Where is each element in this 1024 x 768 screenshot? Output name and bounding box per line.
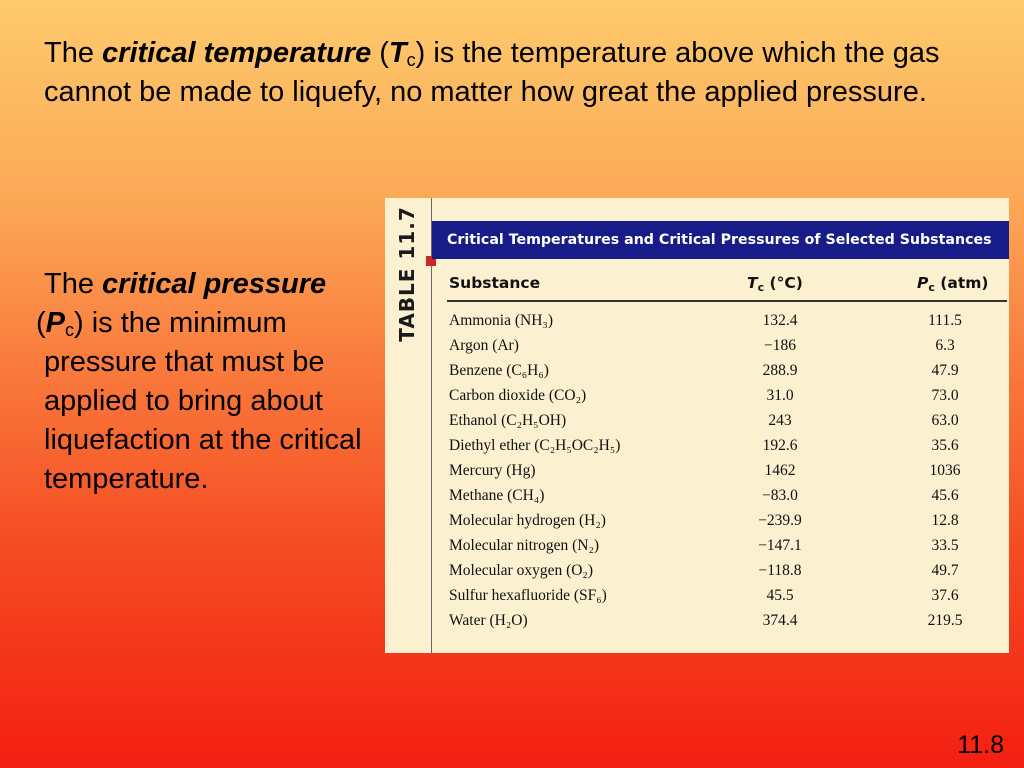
para2-rest: ) is the minimum pressure that must be applied to bring about liquefaction at the critical temperature. — [44, 307, 362, 495]
critical-temperature-definition — [44, 34, 1004, 112]
slide-number: 11.8 — [957, 731, 1004, 759]
cell-substance: Argon (Ar) — [449, 337, 519, 354]
cell-tc: 45.5 — [766, 587, 794, 604]
cell-tc: 132.4 — [762, 312, 798, 329]
para1-rest: ) is the temperature above which the gas cannot be made to liquefy, no matter how great the applied pressure. — [44, 37, 940, 108]
cell-pc: 12.8 — [931, 512, 959, 529]
table-row — [385, 485, 1009, 510]
symbol-tc: T — [388, 37, 407, 69]
header-rule — [447, 300, 1007, 302]
cell-substance: Carbon dioxide (CO₂) — [449, 387, 587, 404]
cell-substance: Benzene (C₆H₆) — [449, 362, 549, 379]
cell-substance: Ethanol (C₂H₅OH) — [449, 412, 567, 429]
cell-tc: 31.0 — [766, 387, 794, 404]
table-row — [385, 310, 1009, 335]
table-row — [385, 560, 1009, 585]
header-tc-unit: (°C) — [764, 274, 803, 292]
cell-substance: Ammonia (NH₃) — [449, 312, 553, 329]
cell-substance: Molecular oxygen (O₂) — [449, 562, 593, 579]
para1-lead: The — [44, 37, 103, 69]
table-row — [385, 585, 1009, 610]
critical-constants-table-figure — [385, 198, 1009, 653]
cell-tc: 1462 — [764, 462, 796, 479]
cell-substance: Mercury (Hg) — [449, 462, 536, 479]
cell-tc: −186 — [764, 337, 796, 354]
table-row — [385, 610, 1009, 635]
symbol-pc: P — [45, 307, 66, 339]
table-row — [385, 410, 1009, 435]
para2-open-paren: ( — [36, 307, 46, 339]
header-pc-unit: (atm) — [934, 274, 989, 292]
para1-open-paren: ( — [371, 37, 389, 69]
cell-pc: 37.6 — [931, 587, 959, 604]
symbol-tc-subscript: c — [406, 50, 416, 70]
cell-tc: 374.4 — [762, 612, 798, 629]
cell-tc: −147.1 — [758, 537, 802, 554]
para2-lead: The — [44, 268, 103, 300]
cell-tc: −83.0 — [762, 487, 798, 504]
header-tc — [747, 274, 803, 292]
table-row — [385, 360, 1009, 385]
cell-tc: 192.6 — [762, 437, 798, 454]
table-body — [385, 310, 1009, 635]
critical-pressure-definition — [36, 265, 384, 499]
cell-substance: Molecular nitrogen (N₂) — [449, 537, 600, 554]
cell-tc: 243 — [768, 412, 792, 429]
cell-pc: 73.0 — [931, 387, 959, 404]
header-tc-subscript: c — [757, 281, 765, 294]
cell-pc: 35.6 — [931, 437, 959, 454]
cell-pc: 63.0 — [931, 412, 959, 429]
term-critical-pressure: critical pressure — [102, 268, 327, 300]
cell-tc: −239.9 — [758, 512, 802, 529]
header-pc — [917, 274, 989, 292]
table-title: Critical Temperatures and Critical Pressures of Selected Substances — [432, 221, 1009, 259]
header-substance: Substance — [449, 274, 541, 292]
header-tc-symbol: T — [747, 274, 758, 292]
table-number-label: TABLE 11.7 — [395, 206, 419, 342]
cell-substance: Water (H₂O) — [449, 612, 528, 629]
cell-pc: 111.5 — [928, 312, 962, 329]
cell-substance: Diethyl ether (C₂H₅OC₂H₅) — [449, 437, 621, 454]
cell-pc: 33.5 — [931, 537, 959, 554]
table-row — [385, 385, 1009, 410]
cell-pc: 1036 — [929, 462, 961, 479]
cell-tc: −118.8 — [758, 562, 802, 579]
cell-substance: Sulfur hexafluoride (SF₆) — [449, 587, 607, 604]
cell-tc: 288.9 — [762, 362, 798, 379]
cell-pc: 6.3 — [935, 337, 955, 354]
cell-pc: 45.6 — [931, 487, 959, 504]
cell-pc: 47.9 — [931, 362, 959, 379]
table-row — [385, 335, 1009, 360]
table-row — [385, 535, 1009, 560]
cell-substance: Molecular hydrogen (H₂) — [449, 512, 606, 529]
term-critical-temperature: critical temperature — [102, 37, 372, 69]
table-row — [385, 435, 1009, 460]
cell-pc: 219.5 — [927, 612, 963, 629]
table-row — [385, 460, 1009, 485]
cell-pc: 49.7 — [931, 562, 959, 579]
table-row — [385, 510, 1009, 535]
symbol-pc-subscript: c — [65, 320, 75, 340]
header-pc-subscript: c — [928, 281, 935, 294]
cell-substance: Methane (CH₄) — [449, 487, 545, 504]
header-pc-symbol: P — [917, 274, 929, 292]
